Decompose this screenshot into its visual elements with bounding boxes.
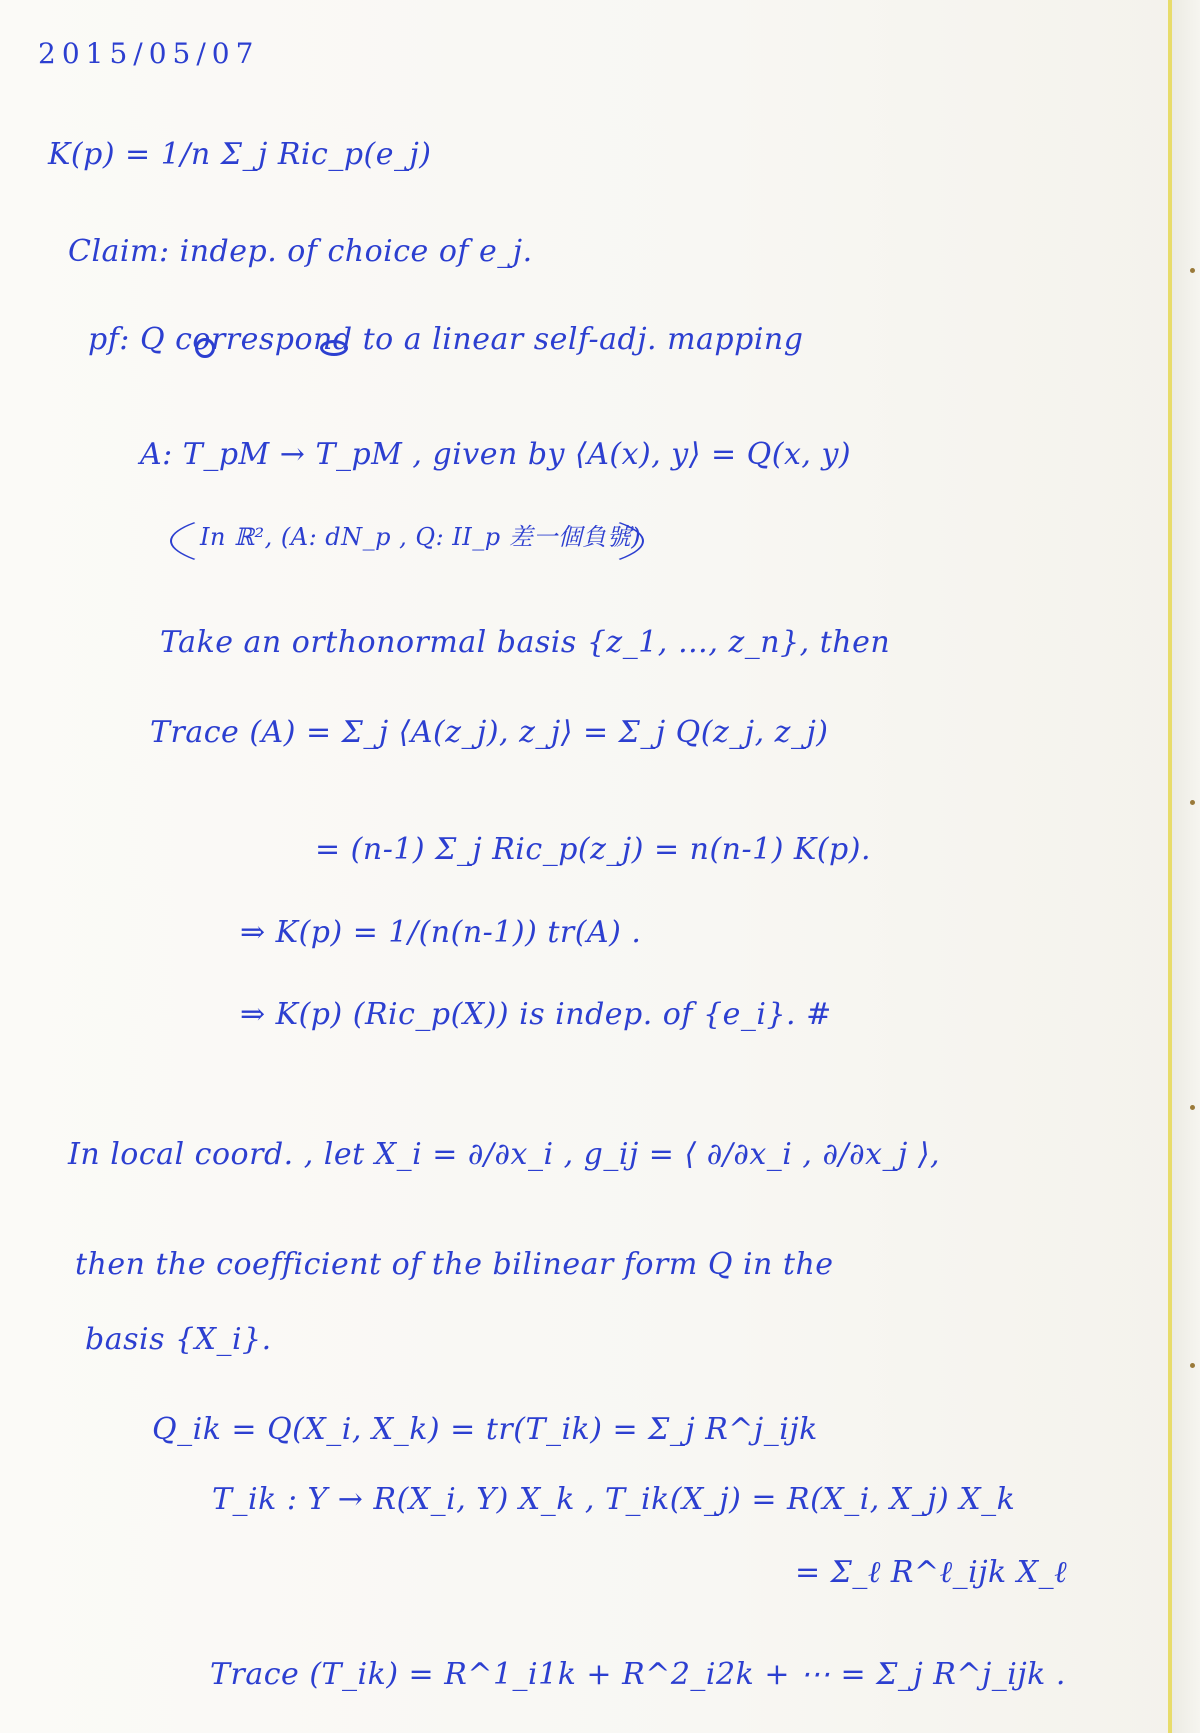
coefficient-line: then the coefficient of the bilinear form Q in the	[75, 1247, 834, 1282]
conclusion-line: ⇒ K(p) = 1/(n(n-1)) tr(A) .	[240, 915, 642, 950]
basis-line: Take an orthonormal basis {z_1, …, z_n}, then	[160, 625, 891, 660]
mapping-line: A: T_pM → T_pM , given by ⟨A(x), y⟩ = Q(x, y)	[140, 437, 852, 472]
date-note: 2015/05/07	[38, 37, 260, 70]
trace-line: Trace (A) = Σ_j ⟨A(z_j), z_j⟩ = Σ_j Q(z_j, z_j)	[150, 715, 829, 750]
binding-hole	[1190, 1363, 1195, 1368]
binding-hole	[1190, 800, 1195, 805]
q-ik-line: Q_ik = Q(X_i, X_k) = tr(T_ik) = Σ_j R^j_ijk	[152, 1412, 818, 1447]
page-gutter	[1172, 0, 1200, 1733]
local-coord-line: In local coord. , let X_i = ∂/∂x_i , g_ij = ⟨ ∂/∂x_i , ∂/∂x_j ⟩,	[68, 1137, 941, 1172]
t-ik-line: T_ik : Y → R(X_i, Y) X_k , T_ik(X_j) = R(X_i, X_j) X_k	[212, 1482, 1016, 1517]
conclusion-line-2: ⇒ K(p) (Ric_p(X)) is indep. of {e_i}. #	[240, 997, 832, 1032]
trace-result-line: = (n-1) Σ_j Ric_p(z_j) = n(n-1) K(p).	[315, 832, 871, 867]
remark-line: In ℝ², (A: dN_p , Q: II_p 差一個負號)	[200, 523, 642, 551]
proof-line: pf: Q correspond to a linear self-adj. mapping	[88, 322, 804, 357]
definition-line: K(p) = 1/n Σ_j Ric_p(e_j)	[48, 137, 432, 172]
sum-line: = Σ_ℓ R^ℓ_ijk X_ℓ	[795, 1555, 1068, 1590]
binding-hole	[1190, 1105, 1195, 1110]
trace-t-line: Trace (T_ik) = R^1_i1k + R^2_i2k + ⋯ = Σ_j R^j_ijk .	[210, 1657, 1066, 1692]
binding-line	[1168, 0, 1172, 1733]
basis-brace-line: basis {X_i}.	[85, 1322, 272, 1357]
claim-line: Claim: indep. of choice of e_j.	[68, 234, 533, 269]
binding-hole	[1190, 268, 1195, 273]
